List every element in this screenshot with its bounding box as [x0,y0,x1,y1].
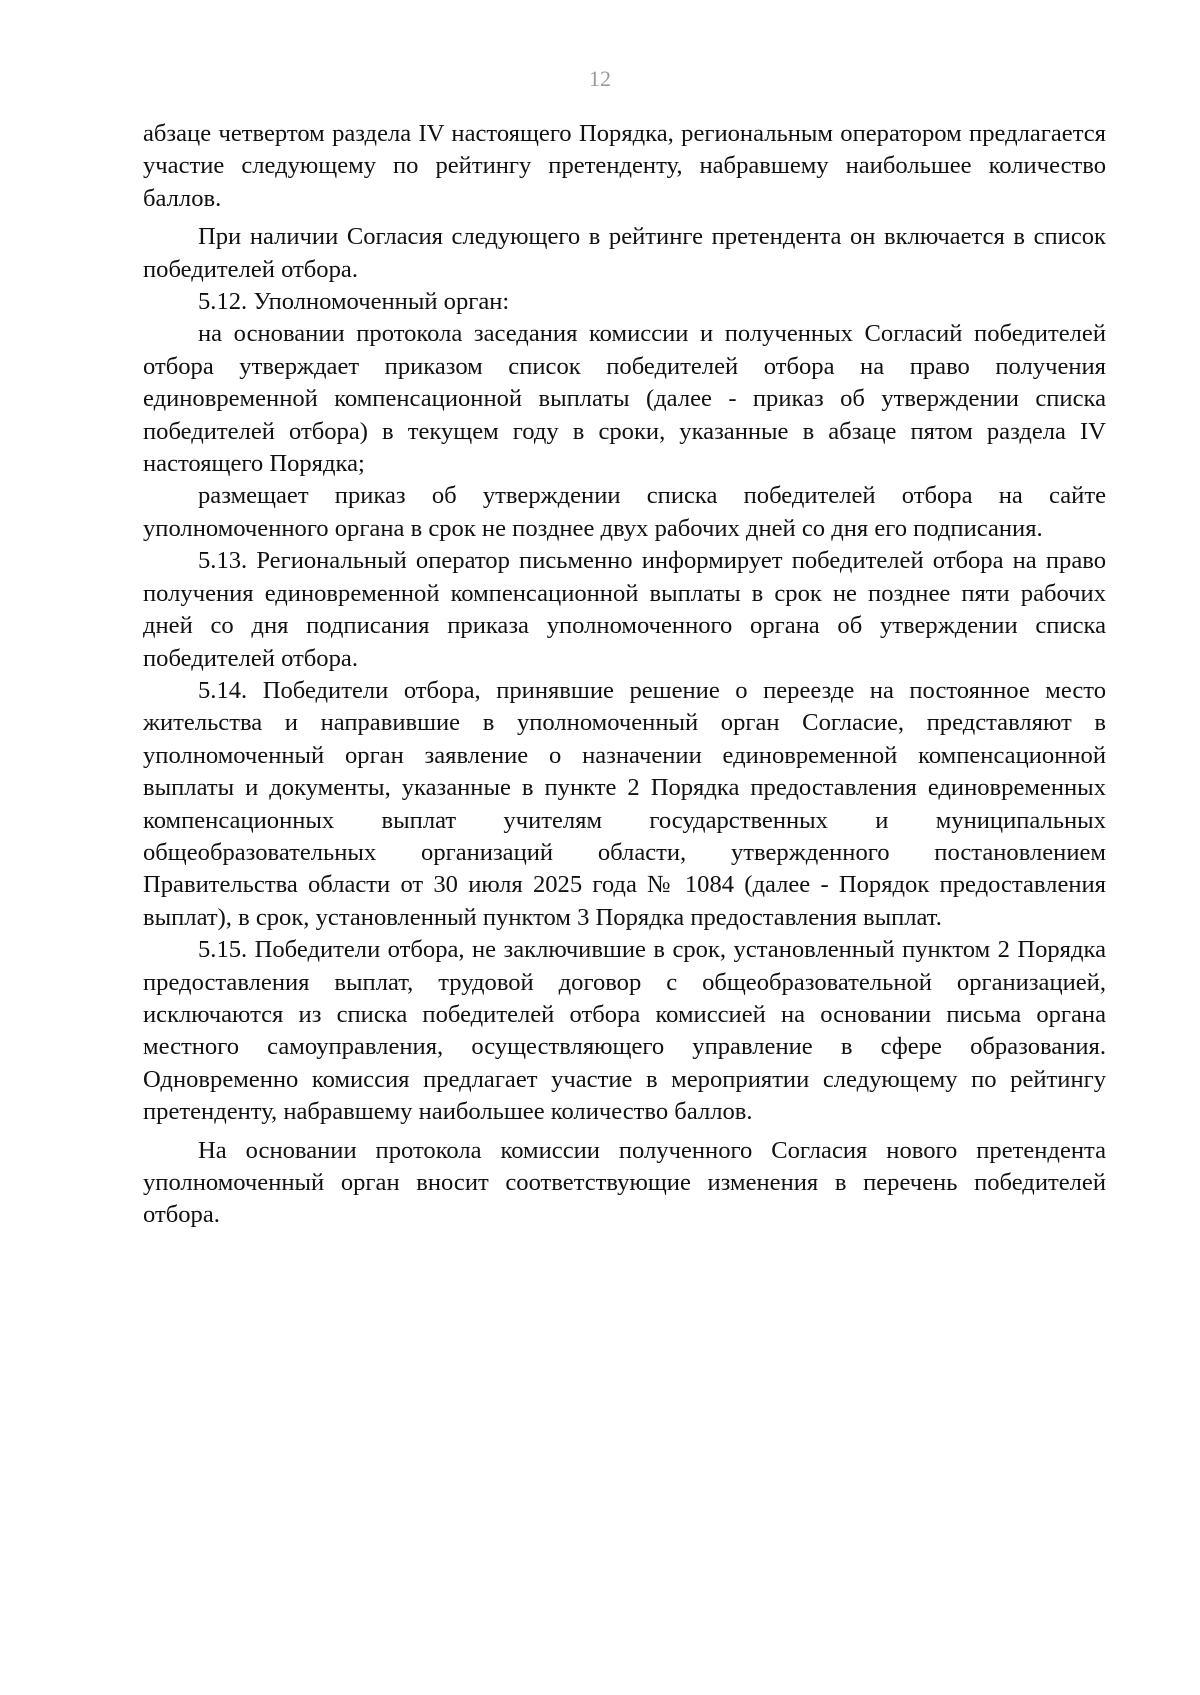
document-body [143,118,1106,1232]
page-number: 12 [589,66,611,91]
paragraph: размещает приказ об утверждении списка победителей отбора на сайте уполномоченного органа в срок не позднее двух рабочих дней со дня его подписания. [143,482,1106,542]
section-5-14: 5.14. Победители отбора, принявшие решение о переезде на постоянное место жительства и направившие в уполномоченный орган Согласие, представляют в уполномоченный орган заявление о назначении единовременной компенсационной выплаты и документы, указанные в пункте 2 Порядка предоставления единовременных компенсационных выплат учителям государственных и муниципальных общеобразовательных организаций области, утвержденного постановлением Правительства области от 30 июля 2025 года № 1084 (далее - Порядок предоставления выплат), в срок, установленный пунктом 3 Порядка предоставления выплат. [143,676,1106,931]
section-heading-5-12: 5.12. Уполномоченный орган: [198,288,510,316]
section-5-13: 5.13. Региональный оператор письменно информирует победителей отбора на право получения единовременной компенсационной выплаты в срок не позднее пяти рабочих дней со дня подписания приказа уполномоченного органа об утверждении списка победителей отбора. [143,547,1106,672]
section-5-15: 5.15. Победители отбора, не заключившие в срок, установленный пунктом 2 Порядка предоставления выплат, трудовой договор с общеобразовательной организацией, исключаются из списка победителей отбора комиссией на основании письма органа местного самоуправления, осуществляющего управление в сфере образования. Одновременно комиссия предлагает участие в мероприятии следующему по рейтингу претенденту, набравшему наибольшее количество баллов. [143,936,1106,1126]
paragraph: При наличии Согласия следующего в рейтинге претендента он включается в список победителей отбора. [143,223,1106,283]
paragraph: на основании протокола заседания комиссии и полученных Согласий победителей отбора утверждает приказом список победителей отбора на право получения единовременной компенсационной выплаты (далее - приказ об утверждении списка победителей отбора) в текущем году в сроки, указанные в абзаце пятом раздела IV настоящего Порядка; [143,320,1106,478]
paragraph: На основании протокола комиссии полученного Согласия нового претендента уполномоченный орган вносит соответствующие изменения в перечень победителей отбора. [143,1136,1106,1229]
paragraph: абзаце четвертом раздела IV настоящего Порядка, региональным оператором предлагается участие следующему по рейтингу претенденту, набравшему наибольшее количество баллов. [143,120,1106,212]
